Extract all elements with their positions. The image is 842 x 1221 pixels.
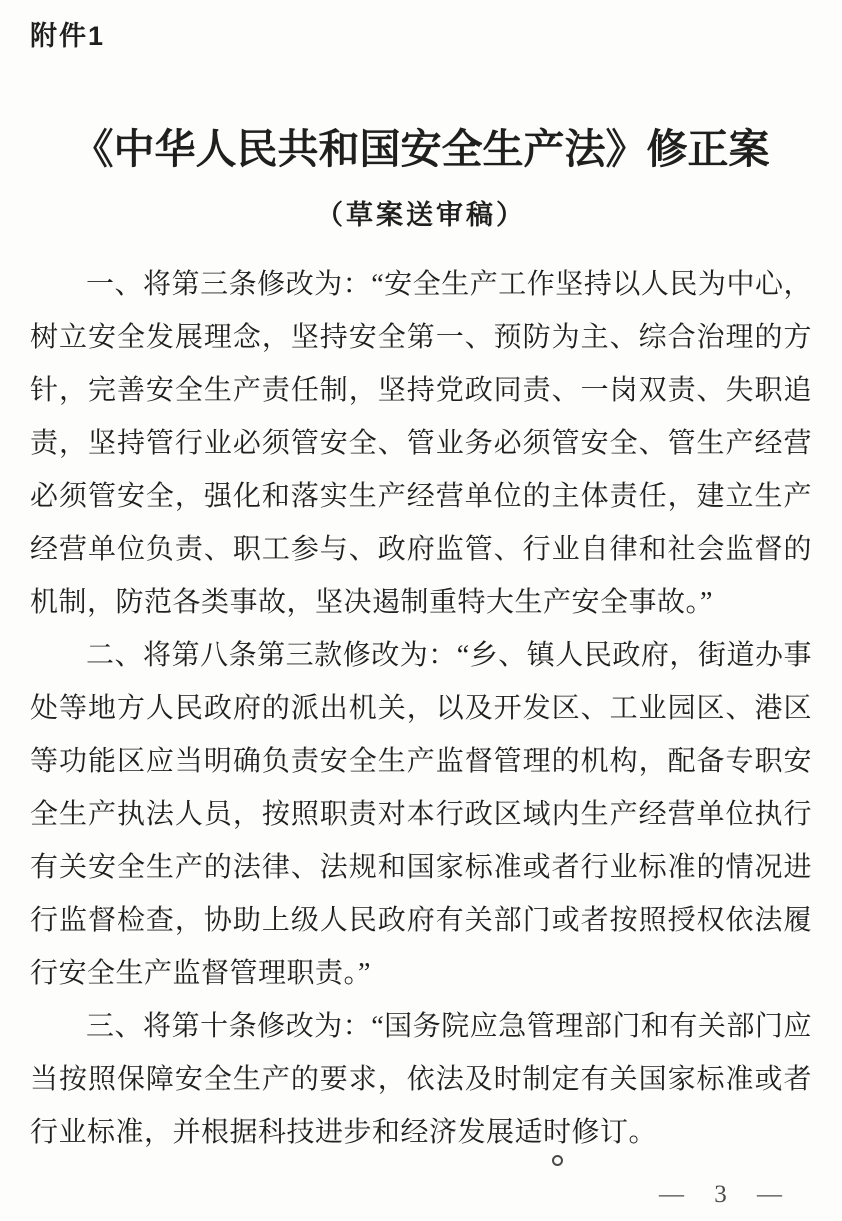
page-number: — 3 — xyxy=(659,1181,794,1208)
document-title: 《中华人民共和国安全生产法》修正案 xyxy=(72,126,770,172)
document-body xyxy=(30,258,812,1159)
attachment-label: 附件1 xyxy=(30,21,106,51)
paragraph-amendment-2: 二、将第八条第三款修改为：“乡、镇人民政府，街道办事处等地方人民政府的派出机关，以及开发区、工业园区、港区等功能区应当明确负责安全生产监督管理的机构，配备专职安全生产执法人员，按照职责对本行政区域内生产经营单位执行有关安全生产的法律、法规和国家标准或者行业标准的情况进行监督检查，协助上级人民政府有关部门或者按照授权依法履行安全生产监督管理职责。” xyxy=(30,640,812,989)
scan-artifact-dot xyxy=(552,1155,563,1166)
paragraph-amendment-3: 三、将第十条修改为：“国务院应急管理部门和有关部门应当按照保障安全生产的要求，依法及时制定有关国家标准或者行业标准，并根据科技进步和经济发展适时修订。 xyxy=(30,1011,812,1148)
document-subtitle: （草案送审稿） xyxy=(316,200,526,230)
paragraph-amendment-1: 一、将第三条修改为：“安全生产工作坚持以人民为中心，树立安全发展理念，坚持安全第一、预防为主、综合治理的方针，完善安全生产责任制，坚持党政同责、一岗双责、失职追责，坚持管行业必须管安全、管业务必须管安全、管生产经营必须管安全，强化和落实生产经营单位的主体责任，建立生产经营单位负责、职工参与、政府监管、行业自律和社会监督的机制，防范各类事故，坚决遏制重特大生产安全事故。” xyxy=(30,269,812,618)
